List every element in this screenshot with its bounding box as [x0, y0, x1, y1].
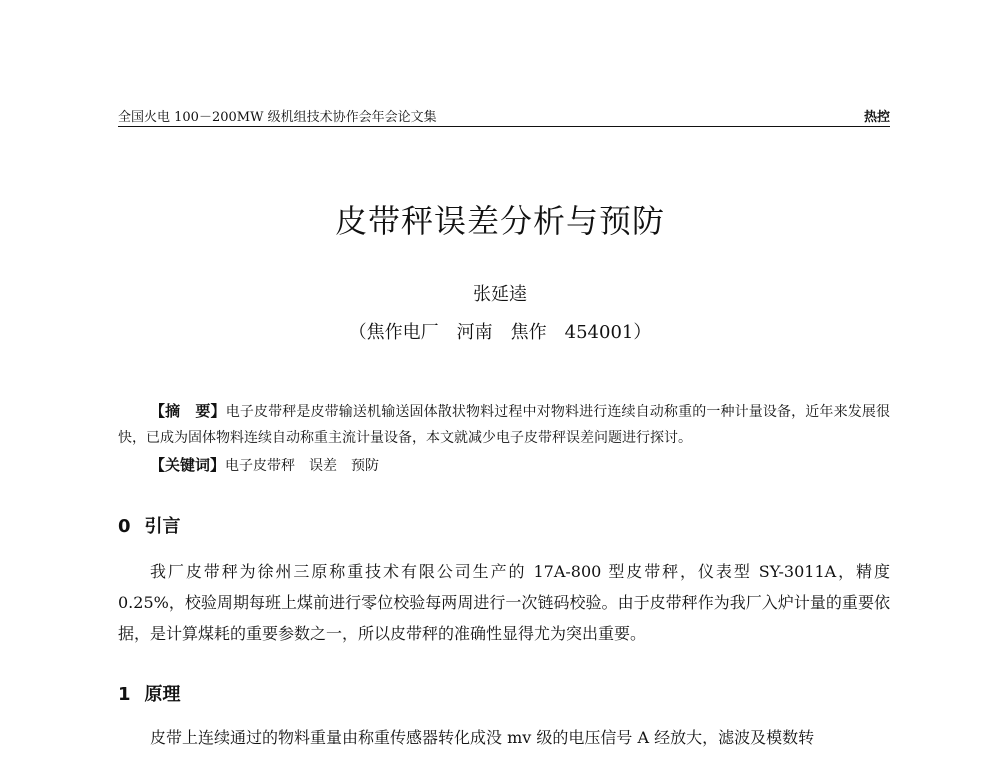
abstract-text: 电子皮带秤是皮带输送机输送固体散状物料过程中对物料进行连续自动称重的一种计量设备，近年来发展很快，已成为固体物料连续自动称重主流计量设备，本文就减少电子皮带秤误差问题进行探讨。: [118, 404, 890, 446]
section-body-introduction: 我厂皮带秤为徐州三原称重技术有限公司生产的 17A-800 型皮带秤，仪表型 SY-3011A，精度 0.25%，校验周期每班上煤前进行零位校验每两周进行一次链码校验。由于皮带秤作为我厂入炉计量的重要依据，是计算煤耗的重要参数之一，所以皮带秤的准确性显得尤为突出重要。: [118, 562, 890, 643]
abstract-label: 【摘 要】: [150, 402, 226, 420]
abstract: [118, 398, 890, 451]
header-proceedings-title: 全国火电 100－200MW 级机组技术协作会年会论文集: [118, 110, 437, 125]
keywords-text: 电子皮带秤 误差 预防: [225, 458, 380, 474]
section-title: 原理: [144, 684, 181, 705]
section-heading-principle: [118, 680, 181, 706]
keywords: [150, 452, 890, 479]
section-body-principle: 皮带上连续通过的物料重量由称重传感器转化成没 mv 级的电压信号 A 经放大，滤波及模数转: [150, 728, 815, 747]
paper-title: 皮带秤误差分析与预防: [334, 202, 665, 240]
running-header: [118, 104, 890, 127]
author-affiliation: （焦作电厂 河南 焦作 454001）: [348, 322, 652, 343]
section-title: 引言: [144, 516, 181, 537]
keywords-label: 【关键词】: [150, 456, 226, 474]
author-name: 张延逵: [473, 284, 527, 305]
section-heading-introduction: [118, 512, 181, 538]
header-section-tag: 热控: [863, 110, 890, 125]
section-number: 1: [118, 684, 131, 705]
section-number: 0: [118, 516, 131, 537]
